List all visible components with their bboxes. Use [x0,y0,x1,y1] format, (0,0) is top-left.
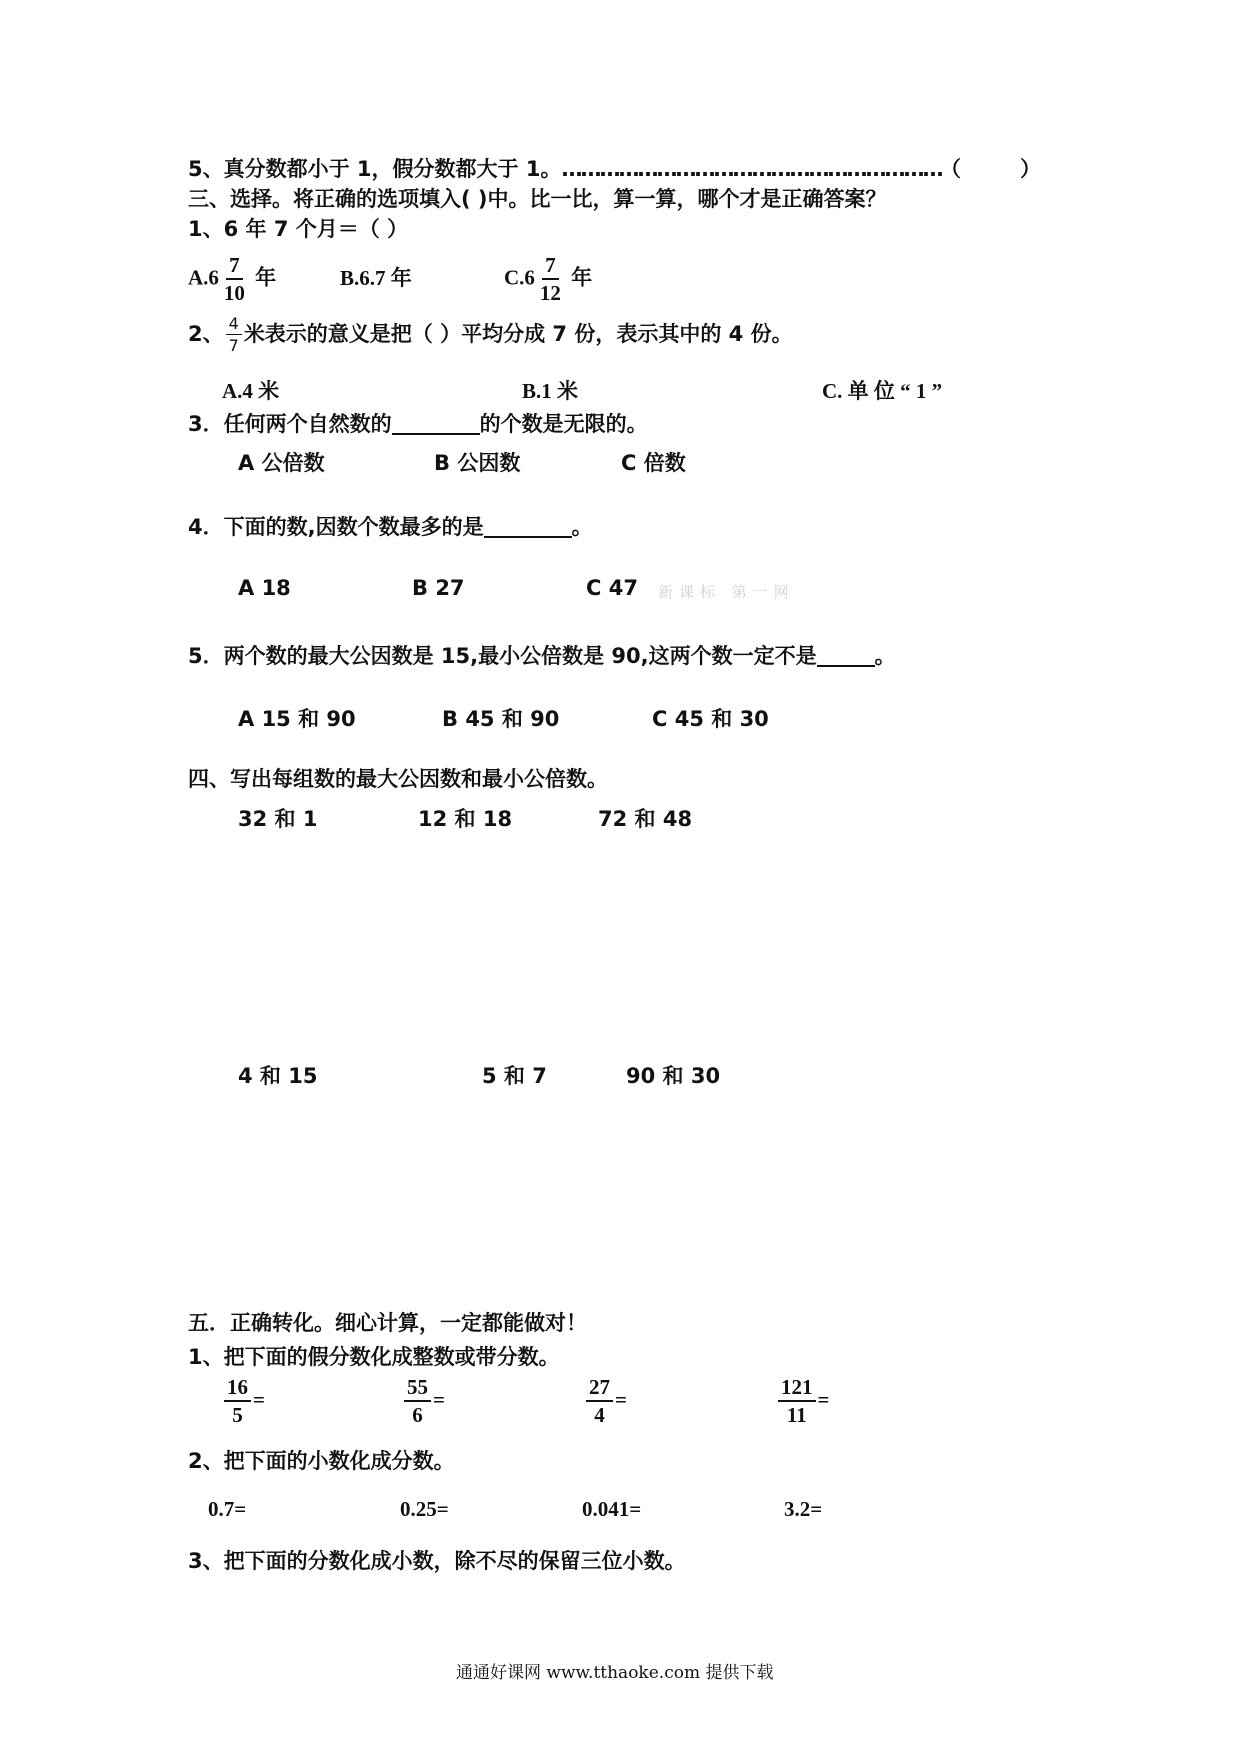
s5-q1-text: 1、把下面的假分数化成整数或带分数。 [188,1345,560,1369]
s5-fraction-item: $\frac{55}{6}$ = [402,1377,445,1426]
watermark: 新课标 第一网 [658,583,795,601]
s5-decimal-item: 0.25= [400,1497,449,1521]
s3-q3-option-a: A 公倍数 [238,451,325,475]
s4-pair: 12 和 18 [418,807,513,831]
fraction: $\frac{4}{7}$ [226,316,242,354]
s3-q4-option-c: C 47 [586,576,638,600]
s5-fraction-item: $\frac{121}{11}$ = [776,1377,829,1426]
s5-decimal-item: 3.2= [784,1497,823,1521]
s4-pair: 90 和 30 [626,1064,721,1088]
s3-q2-text: 2、 $\frac{4}{7}$ 米表示的意义是把（ ）平均分成 7 份，表示其中的 4 份。 [188,314,793,355]
s3-q4-text: 4．下面的数,因数个数最多的是 。 [188,515,593,539]
fraction: $\frac{55}{6}$ [404,1377,431,1426]
s3-q4-option-b: B 27 [412,576,465,600]
s3-q3-option-c: C 倍数 [621,451,686,475]
answer-blank[interactable] [484,535,572,538]
s2-q5 [188,153,941,183]
section-3-title: 三、选择。将正确的选项填入( )中。比一比，算一算，哪个才是正确答案？ [188,187,887,211]
s3-q2-option-b: B.1 米 [522,379,579,403]
s5-fraction-item: $\frac{27}{4}$ = [584,1377,627,1426]
answer-blank[interactable] [392,432,480,435]
s3-q5-option-b: B 45 和 90 [442,707,560,731]
s5-q3-text: 3、把下面的分数化成小数，除不尽的保留三位小数。 [188,1549,686,1573]
s4-pair: 72 和 48 [598,807,693,831]
fraction: $\frac{7}{12}$ [539,253,561,305]
s5-decimal-item: 0.7= [208,1497,247,1521]
answer-blank[interactable] [817,664,875,667]
fraction: $\frac{16}{5}$ [224,1377,251,1426]
s4-pair: 4 和 15 [238,1064,318,1088]
s2-q5-paren-right: ） [1020,157,1041,181]
s3-q5-text: 5．两个数的最大公因数是 15,最小公倍数是 90,这两个数一定不是 。 [188,644,896,668]
s5-decimal-item: 0.041= [582,1497,642,1521]
s2-q5-text: 5、真分数都小于 1，假分数都大于 1。 [188,157,562,181]
section-4-title: 四、写出每组数的最大公因数和最小公倍数。 [188,767,608,791]
s4-pair: 32 和 1 [238,807,318,831]
fraction: $\frac{27}{4}$ [586,1377,613,1426]
s3-q1-option-c: C.6 $\frac{7}{12}$ 年 [504,253,593,305]
fraction: $\frac{121}{11}$ [778,1377,816,1426]
footer-credit: 通通好课网 www.tthaoke.com 提供下载 [456,1663,774,1683]
s2-q5-paren-left: （ [940,157,961,181]
s3-q1-option-b: B.6.7 年 [340,266,412,290]
s3-q3-text: 3．任何两个自然数的 的个数是无限的。 [188,412,648,436]
s3-q5-option-c: C 45 和 30 [652,707,769,731]
s3-q5-option-a: A 15 和 90 [238,707,356,731]
s5-q2-text: 2、把下面的小数化成分数。 [188,1449,455,1473]
s3-q1-text: 1、6 年 7 个月＝（ ） [188,217,409,241]
s3-q4-option-a: A 18 [238,576,291,600]
s5-fraction-item: $\frac{16}{5}$ = [222,1377,265,1426]
s2-q5-dots: …………………………………………………… [561,157,942,181]
s3-q1-option-a: A.6 $\frac{7}{10}$ 年 [188,253,277,305]
fraction: $\frac{7}{10}$ [223,253,245,305]
section-5-title: 五．正确转化。细心计算，一定都能做对！ [188,1311,587,1335]
s4-pair: 5 和 7 [482,1064,547,1088]
s3-q3-option-b: B 公因数 [434,451,521,475]
s3-q2-option-c: C. 单 位 “ 1 ” [822,379,943,403]
s3-q2-option-a: A.4 米 [222,379,280,403]
